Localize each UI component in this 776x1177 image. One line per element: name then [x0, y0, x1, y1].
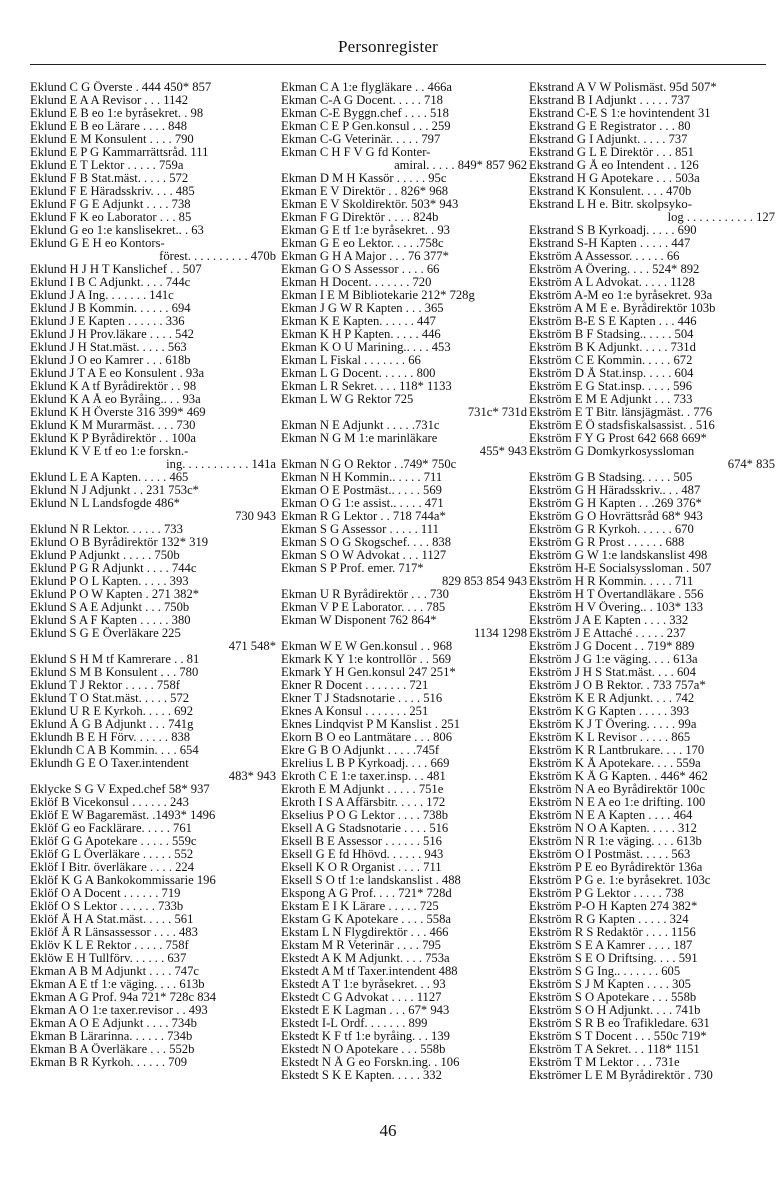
register-entry: Ekström J H S Stat.mäst. . . . 604: [529, 666, 696, 679]
register-entry: Eklund P O L Kapten. . . . . 393: [30, 575, 189, 588]
register-entry: Eklund G eo 1:e kanslisekret.. . 63: [30, 224, 204, 237]
register-entry: Ekstam M R Veterinär . . . . 795: [281, 939, 441, 952]
register-entry: Ekstedt I-L Ordf. . . . . . . 899: [281, 1017, 428, 1030]
register-entry: Eklund F K eo Laborator . . . 85: [30, 211, 192, 224]
register-entry: Ekman S P Prof. emer. 717*: [281, 562, 424, 575]
register-entry: Ekstedt S K E Kapten. . . . . 332: [281, 1069, 442, 1082]
register-entry: Eklund J A Ing. . . . . . . 141c: [30, 289, 174, 302]
register-entry: Ekström P-O H Kapten 274 382*: [529, 900, 698, 913]
register-entry: Ekström G R Kyrkoh. . . . . . 670: [529, 523, 694, 536]
register-entry: Eklund U R E Kyrkoh. . . . . 692: [30, 705, 194, 718]
register-entry: Ekstrand L H e. Bitr. skolpsyko-: [529, 198, 692, 211]
register-entry: Eklund N L Landsfogde 486*: [30, 497, 180, 510]
register-entry: Ekström K Å Apotekare. . . . 559a: [529, 757, 701, 770]
register-entry: Ekroth C E 1:e taxer.insp. . . 481: [281, 770, 446, 783]
register-entry: Ekström G Domkyrkosyssloman: [529, 445, 695, 458]
register-entry: Ekström N E A Kapten . . . . 464: [529, 809, 693, 822]
register-entry: Eklund Å G B Adjunkt . . . 741g: [30, 718, 194, 731]
register-entry: Ekman L W G Rektor 725: [281, 393, 414, 406]
register-entry: Ekstrand G I Adjunkt. . . . . 737: [529, 133, 688, 146]
register-entry: Ekman N H Kommin.. . . . . 711: [281, 471, 443, 484]
register-entry: Ekman K O U Marining.. . . . 453: [281, 341, 451, 354]
register-entry: Ekman G O S Assessor . . . . 66: [281, 263, 440, 276]
register-entry-continuation: log . . . . . . . . . . . 127: [667, 211, 775, 224]
register-entry: Eklund E B eo Lärare . . . . 848: [30, 120, 188, 133]
register-entry: Ekström J G 1:e väging. . . . 613a: [529, 653, 698, 666]
register-entry: Eklund J H Prov.läkare . . . . 542: [30, 328, 194, 341]
register-column-2: [281, 81, 527, 1082]
register-entry: Ekström N A eo Byrådirektör 100c: [529, 783, 705, 796]
register-entry: Eklund J E Kapten . . . . . . 336: [30, 315, 185, 328]
register-entry: Eklund K A tf Byrådirektör . . 98: [30, 380, 197, 393]
register-entry: Eklund J O eo Kamrer . . . 618b: [30, 354, 191, 367]
register-entry: Ekström S G Ing.. . . . . . . 605: [529, 965, 681, 978]
register-entry: Eklund E A A Revisor . . . 1142: [30, 94, 189, 107]
register-entry: Ekstam E I K Lärare . . . . . 725: [281, 900, 439, 913]
register-entry: Ekman D M H Kassör . . . . . 95c: [281, 172, 447, 185]
register-entry: Ekström S O H Adjunkt. . . . 741b: [529, 1004, 701, 1017]
register-entry: Ekström E M E Adjunkt . . . 733: [529, 393, 693, 406]
register-entry: Ekström J A E Kapten . . . . 332: [529, 614, 689, 627]
register-entry: Ekstrand S B Kyrkoadj. . . . . 690: [529, 224, 697, 237]
register-entry: Ekman B R Kyrkoh. . . . . . 709: [30, 1056, 188, 1069]
register-entry: Ekström J G Docent . . 719* 889: [529, 640, 695, 653]
register-entry: Ekström B K Adjunkt. . . . . 731d: [529, 341, 696, 354]
register-entry: Ekman B Lärarinna. . . . . . 734b: [30, 1030, 193, 1043]
register-entry: Ekström S E A Kamrer . . . . 187: [529, 939, 693, 952]
register-entry: Ekman L Fiskal . . . . . . . 66: [281, 354, 421, 367]
register-entry: Ekström N R 1:e väging. . . . 613b: [529, 835, 702, 848]
register-entry: Ekman B A Överläkare . . . 552b: [30, 1043, 195, 1056]
register-entry: Ekström A L Advokat. . . . . 1128: [529, 276, 695, 289]
register-entry: Ekman C-A G Docent. . . . . 718: [281, 94, 443, 107]
register-entry: Eklöf B Vicekonsul . . . . . . 243: [30, 796, 189, 809]
register-entry: Ekström G O Hovrättsråd 68* 943: [529, 510, 703, 523]
register-entry: Ekman R G Lektor . . 718 744a*: [281, 510, 446, 523]
register-entry: Ekström A-M eo 1:e byråsekret. 93a: [529, 289, 713, 302]
register-entry: Ekström G W 1:e landskanslist 498: [529, 549, 708, 562]
register-entry-continuation: 730 943: [235, 510, 276, 523]
register-entry: Ekman N G M 1:e marinläkare: [281, 432, 438, 445]
register-entry: Ekström P G e. 1:e byråsekret. 103c: [529, 874, 711, 887]
register-entry: Eklundh B E H Förv. . . . . . 838: [30, 731, 191, 744]
register-entry: Ekman K E Kapten. . . . . . 447: [281, 315, 436, 328]
register-entry: Ekmark K Y 1:e kontrollör . . 569: [281, 653, 452, 666]
register-entry: Ekroth E M Adjunkt . . . . . 751e: [281, 783, 444, 796]
register-entry: Ekström P G Lektor . . . . . 738: [529, 887, 684, 900]
register-entry: Ekström E T Bitr. länsjägmäst. . 776: [529, 406, 713, 419]
register-entry: Eklöf O A Docent . . . . . . 719: [30, 887, 181, 900]
register-entry: Ekman A O E Adjunkt . . . . 734b: [30, 1017, 197, 1030]
register-column-3: [529, 81, 775, 1082]
register-entry: Eklund T O Stat.mäst. . . . . 572: [30, 692, 190, 705]
register-entry: Ekman S O G Skogschef. . . . 838: [281, 536, 452, 549]
register-entry: Eklund E T Lektor . . . . . 759a: [30, 159, 184, 172]
register-entry: Eklund K P Byrådirektör . . 100a: [30, 432, 197, 445]
register-entry: Ekman E V Skoldirektör. 503* 943: [281, 198, 459, 211]
register-entry: Ekstedt A K M Adjunkt. . . . 753a: [281, 952, 450, 965]
register-entry: Eklund K A Å eo Byråing.. . . 93a: [30, 393, 201, 406]
register-entry: Ekström B-E S E Kapten . . . 446: [529, 315, 697, 328]
register-entry: Ekström H R Kommin. . . . . 711: [529, 575, 694, 588]
register-entry: Ekstam G K Apotekare . . . . 558a: [281, 913, 451, 926]
register-entry: Eklöf Å R Länsassessor . . . . 483: [30, 926, 198, 939]
register-entry: Ekström T M Lektor . . . 731e: [529, 1056, 680, 1069]
register-entry: Ekman W E W Gen.konsul . . 968: [281, 640, 453, 653]
register-entry: Eklöf K G A Bankokommissarie 196: [30, 874, 216, 887]
register-entry: Eksell A G Stadsnotarie . . . . 516: [281, 822, 449, 835]
register-entry: Ekstrand H G Apotekare . . . 503a: [529, 172, 700, 185]
register-entry: Ekström C E Kommin. . . . . 672: [529, 354, 693, 367]
register-entry-continuation: 674* 835: [727, 458, 775, 471]
register-entry: Ekspong A G Prof. . . . 721* 728d: [281, 887, 452, 900]
register-entry-continuation: 829 853 854 943: [441, 575, 527, 588]
register-entry: Eklund S A E Adjunkt . . . 750b: [30, 601, 190, 614]
register-entry: Ekström P E eo Byrådirektör 136a: [529, 861, 703, 874]
register-entry: Ekman G E tf 1:e byråsekret. . 93: [281, 224, 450, 237]
register-entry: Ekman W Disponent 762 864*: [281, 614, 437, 627]
register-entry-continuation: förest. . . . . . . . . . 470b: [159, 250, 276, 263]
register-entry: Eknes Lindqvist P M Kanslist . 251: [281, 718, 460, 731]
register-entry: Ekstedt A M tf Taxer.intendent 488: [281, 965, 458, 978]
register-entry: Ekman G H A Major . . . 76 377*: [281, 250, 449, 263]
register-entry: Ekström S R B eo Trafikledare. 631: [529, 1017, 710, 1030]
register-entry: Eklund J B Kommin. . . . . . 694: [30, 302, 191, 315]
register-entry: Ekström S J M Kapten . . . . 305: [529, 978, 691, 991]
page-number: 46: [379, 1121, 397, 1140]
register-entry: Ekstrand C-E S 1:e hovintendent 31: [529, 107, 711, 120]
register-entry: Ekman U R Byrådirektör . . . 730: [281, 588, 449, 601]
register-entry: Ekström A Assessor. . . . . . 66: [529, 250, 680, 263]
register-entry: Ekner T J Stadsnotarie . . . . 516: [281, 692, 443, 705]
register-entry: Ekström K Å G Kapten. . 446* 462: [529, 770, 708, 783]
register-entry: Ekström J E Attaché . . . . . 237: [529, 627, 686, 640]
register-entry: Ekström E G Stat.insp. . . . . 596: [529, 380, 693, 393]
register-entry: Eklund S H M tf Kamrerare . . 81: [30, 653, 200, 666]
register-entry: Eklund E M Konsulent . . . . 790: [30, 133, 194, 146]
register-entry: Eklund H J H T Kanslichef . . 507: [30, 263, 202, 276]
register-entry: Ekman H Docent. . . . . . . 720: [281, 276, 432, 289]
register-entry: Ekström K R Lantbrukare. . . . 170: [529, 744, 705, 757]
register-entry: Eklund O B Byrådirektör 132* 319: [30, 536, 209, 549]
register-entry: Ekstedt N O Apotekare . . . 558b: [281, 1043, 446, 1056]
register-entry: Eknes A Konsul . . . . . . . 251: [281, 705, 429, 718]
register-entry: Ekström K G Kapten . . . . . 393: [529, 705, 690, 718]
register-entry: Ekman C H F V G fd Konter-: [281, 146, 431, 159]
register-entry: Eklöf I Bitr. överläkare . . . . 224: [30, 861, 195, 874]
register-entry: Eklund J H Stat.mäst. . . . . 563: [30, 341, 187, 354]
register-entry: Ekstrand S-H Kapten . . . . . 447: [529, 237, 691, 250]
register-entry: Ekström D Å Stat.insp. . . . . 604: [529, 367, 694, 380]
register-entry: Eksell S O tf 1:e landskanslist . 488: [281, 874, 461, 887]
register-entry: Eklund P Adjunkt . . . . . 750b: [30, 549, 180, 562]
register-entry-continuation: amiral. . . . . 849* 857 962: [394, 159, 527, 172]
register-entry-continuation: 455* 943: [479, 445, 527, 458]
register-entry: Ekström G H Kapten . . .269 376*: [529, 497, 702, 510]
register-entry: Ekström H T Övertandläkare . 556: [529, 588, 704, 601]
register-entry: Ekman C E P Gen.konsul . . . 259: [281, 120, 451, 133]
register-entry: Ekstedt C G Advokat . . . . 1127: [281, 991, 442, 1004]
register-entry: Ekman K H P Kapten. . . . . 446: [281, 328, 441, 341]
register-entry: Eklund E B eo 1:e byråsekret. . 98: [30, 107, 204, 120]
register-entry: Ekrelius L B P Kyrkoadj. . . . 669: [281, 757, 450, 770]
register-entry: Ekstam L N Flygdirektör . . . 466: [281, 926, 449, 939]
register-entry: Ekman S O W Advokat . . . 1127: [281, 549, 447, 562]
register-entry: Ekstedt A T 1:e byråsekret. . . 93: [281, 978, 446, 991]
register-entry: Ekström S O Apotekare . . . 558b: [529, 991, 697, 1004]
register-entry: Eklund G E H eo Kontors-: [30, 237, 165, 250]
register-entry: Eklund T J Rektor . . . . . 758f: [30, 679, 180, 692]
register-entry: Ekström O I Postmäst. . . . . 563: [529, 848, 691, 861]
register-entry: Ekström H-E Socialsyssloman . 507: [529, 562, 712, 575]
register-entry: Ekmark Y H Gen.konsul 247 251*: [281, 666, 456, 679]
register-entry: Ekman C-E Byggn.chef . . . . 518: [281, 107, 449, 120]
register-entry: Ekstrand K Konsulent. . . . 470b: [529, 185, 692, 198]
register-entry: Eklund J T A E eo Konsulent . 93a: [30, 367, 205, 380]
register-entry: Eklöf G L Överläkare . . . . . 552: [30, 848, 194, 861]
register-entry: Eklöf Å H A Stat.mäst. . . . . 561: [30, 913, 194, 926]
register-entry: Ekman C-G Veterinär. . . . . 797: [281, 133, 441, 146]
register-entry: Eklöf G eo Facklärare. . . . . 761: [30, 822, 192, 835]
register-entry: Eklund C G Överste . 444 450* 857: [30, 81, 212, 94]
register-entry: Eksell K O R Organist . . . . 711: [281, 861, 442, 874]
register-entry: Ekman N E Adjunkt . . . . .731c: [281, 419, 440, 432]
register-entry: Eklundh C A B Kommin. . . . 654: [30, 744, 199, 757]
register-entry: Ekström R S Redaktör . . . . 1156: [529, 926, 696, 939]
register-entry: Ekre G B O Adjunkt . . . . .745f: [281, 744, 440, 757]
register-entry: Ekman A B M Adjunkt . . . . 747c: [30, 965, 199, 978]
register-entry: Eksell B E Assessor . . . . . . 516: [281, 835, 442, 848]
register-entry: Ekström B F Stadsing.. . . . . 504: [529, 328, 694, 341]
register-entry: Ekman N G O Rektor . .749* 750c: [281, 458, 457, 471]
register-entry: Ekstrand B I Adjunkt . . . . . 737: [529, 94, 690, 107]
register-entry: Ekstrand G Å eo Intendent . . 126: [529, 159, 699, 172]
register-entry: Eklund N J Adjunkt . . 231 753c*: [30, 484, 199, 497]
register-entry: Ekström G R Prost . . . . . . 688: [529, 536, 685, 549]
register-entry: Ekorn B O eo Lantmätare . . . 806: [281, 731, 453, 744]
register-entry: Ekström N E A eo 1:e drifting. 100: [529, 796, 706, 809]
register-entry: Ekström J O B Rektor. . 733 757a*: [529, 679, 706, 692]
register-entry-continuation: 731c* 731d: [467, 406, 527, 419]
register-entry: Ekström S T Docent . . . 550c 719*: [529, 1030, 707, 1043]
register-entry: Ekman A O 1:e taxer.revisor . . 493: [30, 1004, 208, 1017]
register-entry: Eklund K V E tf eo 1:e forskn.-: [30, 445, 189, 458]
register-entry: Ekman I E M Bibliotekarie 212* 728g: [281, 289, 475, 302]
register-entry: Ekstedt E K Lagman . . . 67* 943: [281, 1004, 450, 1017]
register-entry: Ekselius P O G Lektor . . . . 738b: [281, 809, 449, 822]
register-entry: Ekström G H Häradsskriv.. . . 487: [529, 484, 701, 497]
register-entry: Ekstrand A V W Polismäst. 95d 507*: [529, 81, 717, 94]
register-entry: Eklycke S G V Exped.chef 58* 937: [30, 783, 210, 796]
register-entry: Eklund F G E Adjunkt . . . . 738: [30, 198, 191, 211]
register-entry: Ekstrand G L E Direktör . . . 851: [529, 146, 694, 159]
register-column-1: [30, 81, 276, 1069]
register-entry: Ekström K L Revisor . . . . . 865: [529, 731, 691, 744]
register-entry: Eklund K H Överste 316 399* 469: [30, 406, 206, 419]
register-entry: Ekström F Y G Prost 642 668 669*: [529, 432, 707, 445]
register-entry: Ekman A E tf 1:e väging. . . . 613b: [30, 978, 205, 991]
header-rule: [30, 64, 766, 65]
register-entry: Ekner R Docent . . . . . . . 721: [281, 679, 429, 692]
register-entry: Ekström H V Övering.. . 103* 133: [529, 601, 704, 614]
register-entry: Ekström K E R Adjunkt. . . . 742: [529, 692, 695, 705]
register-entry: Ekström S E O Driftsing. . . . 591: [529, 952, 698, 965]
register-entry: Eklund N R Lektor. . . . . . 733: [30, 523, 183, 536]
register-entry: Ekroth I S A Affärsbitr. . . . . 172: [281, 796, 446, 809]
register-entry: Eklöf G G Apotekare . . . . . 559c: [30, 835, 197, 848]
register-entry-continuation: ing. . . . . . . . . . . 141a: [166, 458, 276, 471]
register-entry-continuation: 483* 943: [228, 770, 276, 783]
register-entry: Eklöf E W Bagaremäst. .1493* 1496: [30, 809, 216, 822]
register-entry: Ekström A Övering. . . . 524* 892: [529, 263, 700, 276]
register-entry: Ekman L R Sekret. . . . 118* 1133: [281, 380, 452, 393]
register-entry: Ekman V P E Laborator. . . . 785: [281, 601, 446, 614]
register-entry: Eksell G E fd Hhövd. . . . . . 943: [281, 848, 444, 861]
register-entry: Eklund S A F Kapten . . . . . 380: [30, 614, 191, 627]
page-title: Personregister: [337, 37, 439, 56]
register-entry: Ekstrand G E Registrator . . . 80: [529, 120, 691, 133]
register-entry: Eklöf O S Lektor . . . . . . 733b: [30, 900, 184, 913]
register-entry: Eklund S M B Konsulent . . . 780: [30, 666, 199, 679]
register-entry: Ekman G E eo Lektor. . . . .758c: [281, 237, 444, 250]
register-entry: Ekström K J T Övering. . . . . 99a: [529, 718, 697, 731]
register-entry: Ekström A M E e. Byrådirektör 103b: [529, 302, 716, 315]
register-entry: Ekman J G W R Kapten . . . 365: [281, 302, 444, 315]
register-entry: Ekman C A 1:e flygläkare . . 466a: [281, 81, 453, 94]
register-entry: Ekman F G Direktör . . . . 824b: [281, 211, 439, 224]
register-entry: Ekström R G Kapten . . . . . 324: [529, 913, 689, 926]
register-entry: Eklund E P G Kammarrättsråd. 111: [30, 146, 209, 159]
register-entry: Ekman E V Direktör . . 826* 968: [281, 185, 449, 198]
register-entry: Eklund F E Häradsskriv. . . . 485: [30, 185, 195, 198]
register-entry: Ekman L G Docent. . . . . . 800: [281, 367, 436, 380]
register-entry: Ekström N O A Kapten. . . . . 312: [529, 822, 697, 835]
register-entry: Eklund I B C Adjunkt. . . . 744c: [30, 276, 191, 289]
register-entry: Ekströmer L E M Byrådirektör . 730: [529, 1069, 713, 1082]
register-entry: Ekström G B Stadsing. . . . . 505: [529, 471, 693, 484]
register-entry-continuation: 1134 1298: [473, 627, 527, 640]
register-entry: Eklöw E H Tullförv. . . . . . 637: [30, 952, 187, 965]
register-entry: Ekman O G 1:e assist.. . . . . 471: [281, 497, 444, 510]
register-entry: Ekman S G Assessor . . . . . 111: [281, 523, 439, 536]
register-entry: Ekstedt N Å G eo Forskn.ing. . 106: [281, 1056, 460, 1069]
register-entry: Eklund F B Stat.mäst. . . . . 572: [30, 172, 189, 185]
register-entry: Ekman A G Prof. 94a 721* 728c 834: [30, 991, 217, 1004]
register-entry: Eklund P G R Adjunkt . . . . 744c: [30, 562, 197, 575]
register-entry: Ekström T A Sekret. . . 118* 1151: [529, 1043, 700, 1056]
register-entry: Eklöv K L E Rektor . . . . . 758f: [30, 939, 189, 952]
register-entry: Eklundh G E O Taxer.intendent: [30, 757, 189, 770]
register-entry-continuation: 471 548*: [228, 640, 276, 653]
register-entry: Eklund P O W Kapten . 271 382*: [30, 588, 200, 601]
register-entry: Eklund L E A Kapten. . . . . 465: [30, 471, 189, 484]
register-entry: Eklund K M Murarmäst. . . . 730: [30, 419, 196, 432]
register-entry: Ekman O E Postmäst.. . . . . 569: [281, 484, 442, 497]
register-entry: Ekstedt K F tf 1:e byråing. . . 139: [281, 1030, 450, 1043]
register-entry: Ekström E Ö stadsfiskalsassist. . 516: [529, 419, 715, 432]
register-entry: Eklund S G E Överläkare 225: [30, 627, 181, 640]
